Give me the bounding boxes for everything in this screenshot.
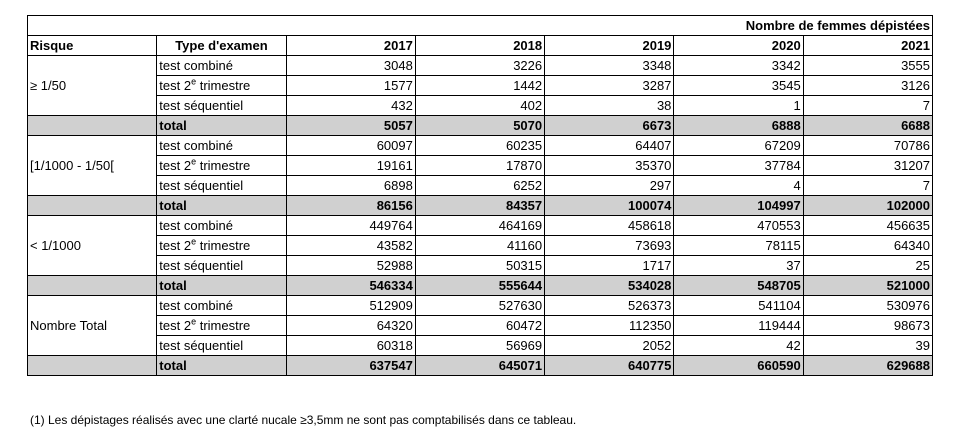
value-cell: 3545 bbox=[674, 76, 803, 96]
table-row bbox=[28, 256, 933, 276]
total-value: 548705 bbox=[674, 276, 803, 296]
header-year: 2017 bbox=[286, 36, 415, 56]
value-cell: 41160 bbox=[415, 236, 544, 256]
exam-type: test combiné bbox=[157, 56, 286, 76]
value-cell: 60318 bbox=[286, 336, 415, 356]
total-value: 645071 bbox=[415, 356, 544, 376]
total-value: 5057 bbox=[286, 116, 415, 136]
total-spacer bbox=[28, 356, 157, 376]
value-cell: 52988 bbox=[286, 256, 415, 276]
value-cell: 1577 bbox=[286, 76, 415, 96]
exam-type: test combiné bbox=[157, 216, 286, 236]
value-cell: 25 bbox=[803, 256, 932, 276]
total-row bbox=[28, 116, 933, 136]
total-value: 84357 bbox=[415, 196, 544, 216]
risk-label: < 1/1000 bbox=[28, 216, 157, 276]
total-spacer bbox=[28, 116, 157, 136]
header-year: 2020 bbox=[674, 36, 803, 56]
exam-type: test séquentiel bbox=[157, 96, 286, 116]
value-cell: 98673 bbox=[803, 316, 932, 336]
value-cell: 530976 bbox=[803, 296, 932, 316]
total-value: 640775 bbox=[545, 356, 674, 376]
table-row bbox=[28, 76, 933, 96]
total-value: 6888 bbox=[674, 116, 803, 136]
table-row bbox=[28, 236, 933, 256]
table-row bbox=[28, 316, 933, 336]
value-cell: 67209 bbox=[674, 136, 803, 156]
total-value: 102000 bbox=[803, 196, 932, 216]
title-row bbox=[28, 16, 933, 36]
footnote: (1) Les dépistages réalisés avec une clarté nucale ≥3,5mm ne sont pas comptabilisés dans ce tableau. bbox=[30, 413, 577, 427]
header-year: 2021 bbox=[803, 36, 932, 56]
value-cell: 1 bbox=[674, 96, 803, 116]
value-cell: 17870 bbox=[415, 156, 544, 176]
value-cell: 35370 bbox=[545, 156, 674, 176]
value-cell: 456635 bbox=[803, 216, 932, 236]
value-cell: 458618 bbox=[545, 216, 674, 236]
value-cell: 3555 bbox=[803, 56, 932, 76]
exam-type: test séquentiel bbox=[157, 176, 286, 196]
value-cell: 6898 bbox=[286, 176, 415, 196]
value-cell: 3126 bbox=[803, 76, 932, 96]
value-cell: 64407 bbox=[545, 136, 674, 156]
table-row bbox=[28, 156, 933, 176]
total-value: 104997 bbox=[674, 196, 803, 216]
value-cell: 38 bbox=[545, 96, 674, 116]
table-row bbox=[28, 136, 933, 156]
total-value: 637547 bbox=[286, 356, 415, 376]
table-row bbox=[28, 336, 933, 356]
value-cell: 60472 bbox=[415, 316, 544, 336]
value-cell: 50315 bbox=[415, 256, 544, 276]
total-label: total bbox=[157, 356, 286, 376]
value-cell: 449764 bbox=[286, 216, 415, 236]
value-cell: 3226 bbox=[415, 56, 544, 76]
table-row bbox=[28, 296, 933, 316]
value-cell: 60097 bbox=[286, 136, 415, 156]
value-cell: 64340 bbox=[803, 236, 932, 256]
total-value: 660590 bbox=[674, 356, 803, 376]
value-cell: 526373 bbox=[545, 296, 674, 316]
risk-label: ≥ 1/50 bbox=[28, 56, 157, 116]
value-cell: 56969 bbox=[415, 336, 544, 356]
value-cell: 7 bbox=[803, 96, 932, 116]
value-cell: 112350 bbox=[545, 316, 674, 336]
value-cell: 3348 bbox=[545, 56, 674, 76]
value-cell: 43582 bbox=[286, 236, 415, 256]
value-cell: 7 bbox=[803, 176, 932, 196]
total-spacer bbox=[28, 196, 157, 216]
exam-type: test séquentiel bbox=[157, 336, 286, 356]
header-row bbox=[28, 36, 933, 56]
value-cell: 3287 bbox=[545, 76, 674, 96]
value-cell: 3048 bbox=[286, 56, 415, 76]
value-cell: 64320 bbox=[286, 316, 415, 336]
value-cell: 119444 bbox=[674, 316, 803, 336]
value-cell: 19161 bbox=[286, 156, 415, 176]
value-cell: 42 bbox=[674, 336, 803, 356]
screening-table bbox=[27, 15, 933, 376]
value-cell: 37784 bbox=[674, 156, 803, 176]
value-cell: 464169 bbox=[415, 216, 544, 236]
header-year: 2018 bbox=[415, 36, 544, 56]
value-cell: 402 bbox=[415, 96, 544, 116]
total-value: 546334 bbox=[286, 276, 415, 296]
exam-type: test combiné bbox=[157, 296, 286, 316]
total-row bbox=[28, 356, 933, 376]
total-value: 629688 bbox=[803, 356, 932, 376]
total-spacer bbox=[28, 276, 157, 296]
exam-type: test 2e trimestre bbox=[157, 316, 286, 336]
value-cell: 4 bbox=[674, 176, 803, 196]
total-label: total bbox=[157, 196, 286, 216]
exam-type: test 2e trimestre bbox=[157, 156, 286, 176]
value-cell: 432 bbox=[286, 96, 415, 116]
total-value: 555644 bbox=[415, 276, 544, 296]
risk-label: [1/1000 - 1/50[ bbox=[28, 136, 157, 196]
table-row bbox=[28, 56, 933, 76]
value-cell: 60235 bbox=[415, 136, 544, 156]
total-value: 6673 bbox=[545, 116, 674, 136]
value-cell: 541104 bbox=[674, 296, 803, 316]
total-value: 100074 bbox=[545, 196, 674, 216]
total-value: 521000 bbox=[803, 276, 932, 296]
header-year: 2019 bbox=[545, 36, 674, 56]
total-value: 86156 bbox=[286, 196, 415, 216]
table-row bbox=[28, 96, 933, 116]
total-value: 6688 bbox=[803, 116, 932, 136]
exam-type: test combiné bbox=[157, 136, 286, 156]
exam-type: test séquentiel bbox=[157, 256, 286, 276]
value-cell: 2052 bbox=[545, 336, 674, 356]
value-cell: 78115 bbox=[674, 236, 803, 256]
value-cell: 3342 bbox=[674, 56, 803, 76]
total-row bbox=[28, 276, 933, 296]
value-cell: 512909 bbox=[286, 296, 415, 316]
total-label: total bbox=[157, 276, 286, 296]
value-cell: 73693 bbox=[545, 236, 674, 256]
table-row bbox=[28, 216, 933, 236]
value-cell: 70786 bbox=[803, 136, 932, 156]
value-cell: 1717 bbox=[545, 256, 674, 276]
table-row bbox=[28, 176, 933, 196]
total-label: total bbox=[157, 116, 286, 136]
table-title: Nombre de femmes dépistées bbox=[28, 16, 933, 36]
value-cell: 470553 bbox=[674, 216, 803, 236]
header-type: Type d'examen bbox=[157, 36, 286, 56]
value-cell: 31207 bbox=[803, 156, 932, 176]
risk-label: Nombre Total bbox=[28, 296, 157, 356]
total-value: 5070 bbox=[415, 116, 544, 136]
value-cell: 297 bbox=[545, 176, 674, 196]
value-cell: 39 bbox=[803, 336, 932, 356]
header-risk: Risque bbox=[28, 36, 157, 56]
value-cell: 527630 bbox=[415, 296, 544, 316]
total-value: 534028 bbox=[545, 276, 674, 296]
value-cell: 1442 bbox=[415, 76, 544, 96]
exam-type: test 2e trimestre bbox=[157, 236, 286, 256]
exam-type: test 2e trimestre bbox=[157, 76, 286, 96]
value-cell: 6252 bbox=[415, 176, 544, 196]
value-cell: 37 bbox=[674, 256, 803, 276]
total-row bbox=[28, 196, 933, 216]
